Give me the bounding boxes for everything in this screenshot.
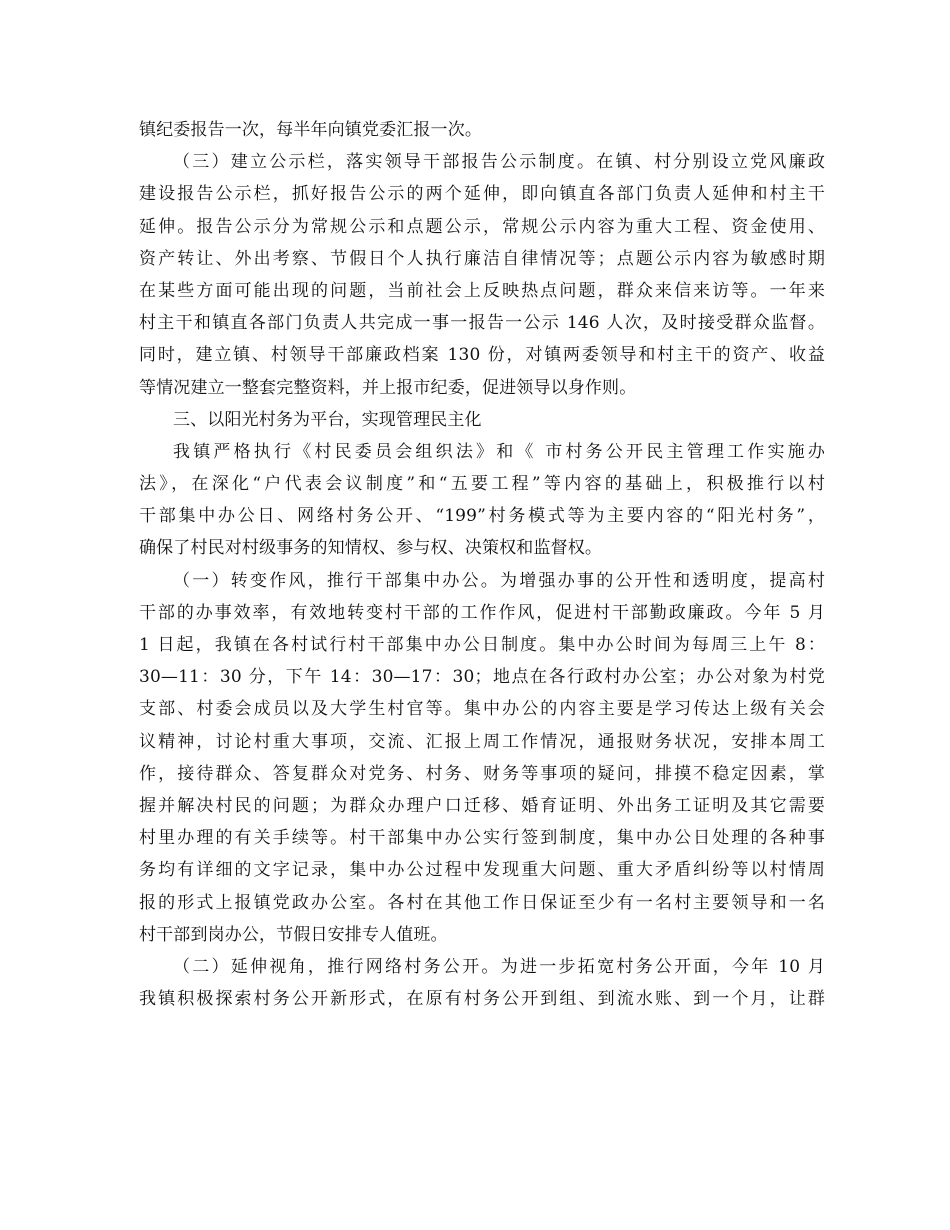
- text-line: 法》，在深化“户代表会议制度”和“五要工程”等内容的基础上，积极推行以村: [139, 474, 825, 495]
- text-line: 等情况建立一整套完整资料，并上报市纪委，促进领导以身作则。: [139, 377, 637, 398]
- text-line: 我镇积极探索村务公开新形式，在原有村务公开到组、到流水账、到一个月，让群: [139, 989, 825, 1010]
- text-line: （三）建立公示栏，落实领导干部报告公示制度。在镇、村分别设立党风廉政: [173, 152, 825, 173]
- text-line: 同时，建立镇、村领导干部廉政档案 130 份，对镇两委领导和村主干的资产、收益: [139, 345, 825, 366]
- text-line: 作，接待群众、答复群众对党务、村务、财务等事项的疑问，排摸不稳定因素，掌: [139, 763, 825, 784]
- text-line: 村干部到岗办公，节假日安排专人值班。: [139, 924, 448, 945]
- text-line: 三、以阳光村务为平台，实现管理民主化: [173, 409, 482, 430]
- text-line: 务均有详细的文字记录，集中办公过程中发现重大问题、重大矛盾纠纷等以村情周: [139, 860, 825, 881]
- document-body: [139, 114, 825, 1015]
- text-line: 我镇严格执行《村民委员会组织法》和《 市村务公开民主管理工作实施办: [173, 441, 825, 462]
- text-line: 镇纪委报告一次，每半年向镇党委汇报一次。: [139, 120, 482, 140]
- text-line: 议精神，讨论村重大事项，交流、汇报上周工作情况，通报财务状况，安排本周工: [139, 731, 825, 752]
- text-line: 村里办理的有关手续等。村干部集中办公实行签到制度，集中办公日处理的各种事: [139, 828, 825, 849]
- text-line: （二）延伸视角，推行网络村务公开。为进一步拓宽村务公开面，今年 10 月: [173, 956, 825, 977]
- text-line: 30—11：30 分，下午 14：30—17：30；地点在各行政村办公室；办公对象为村党: [139, 667, 825, 688]
- text-line: 在某些方面可能出现的问题，当前社会上反映热点问题，群众来信来访等。一年来: [139, 280, 825, 301]
- text-line: 干部的办事效率，有效地转变村干部的工作作风，促进村干部勤政廉政。今年 5 月: [139, 602, 825, 623]
- text-line: 握并解决村民的问题；为群众办理户口迁移、婚育证明、外出务工证明及其它需要: [139, 795, 825, 816]
- text-line: （一）转变作风，推行干部集中办公。为增强办事的公开性和透明度，提高村: [173, 570, 825, 591]
- text-line: 支部、村委会成员以及大学生村官等。集中办公的内容主要是学习传达上级有关会: [139, 699, 825, 720]
- text-line: 1 日起，我镇在各村试行村干部集中办公日制度。集中办公时间为每周三上午 8：: [139, 635, 825, 655]
- text-line: 资产转让、外出考察、节假日个人执行廉洁自律情况等；点题公示内容为敏感时期: [139, 248, 825, 269]
- text-line: 干部集中办公日、网络村务公开、“199”村务模式等为主要内容的“阳光村务”，: [139, 506, 825, 527]
- text-line: 延伸。报告公示分为常规公示和点题公示，常规公示内容为重大工程、资金使用、: [139, 216, 825, 237]
- text-line: 报的形式上报镇党政办公室。各村在其他工作日保证至少有一名村主要领导和一名: [139, 892, 825, 913]
- text-line: 村主干和镇直各部门负责人共完成一事一报告一公示 146 人次，及时接受群众监督。: [139, 313, 825, 334]
- text-line: 确保了村民对村级事务的知情权、参与权、决策权和监督权。: [139, 538, 603, 559]
- text-line: 建设报告公示栏，抓好报告公示的两个延伸，即向镇直各部门负责人延伸和村主干: [139, 184, 825, 205]
